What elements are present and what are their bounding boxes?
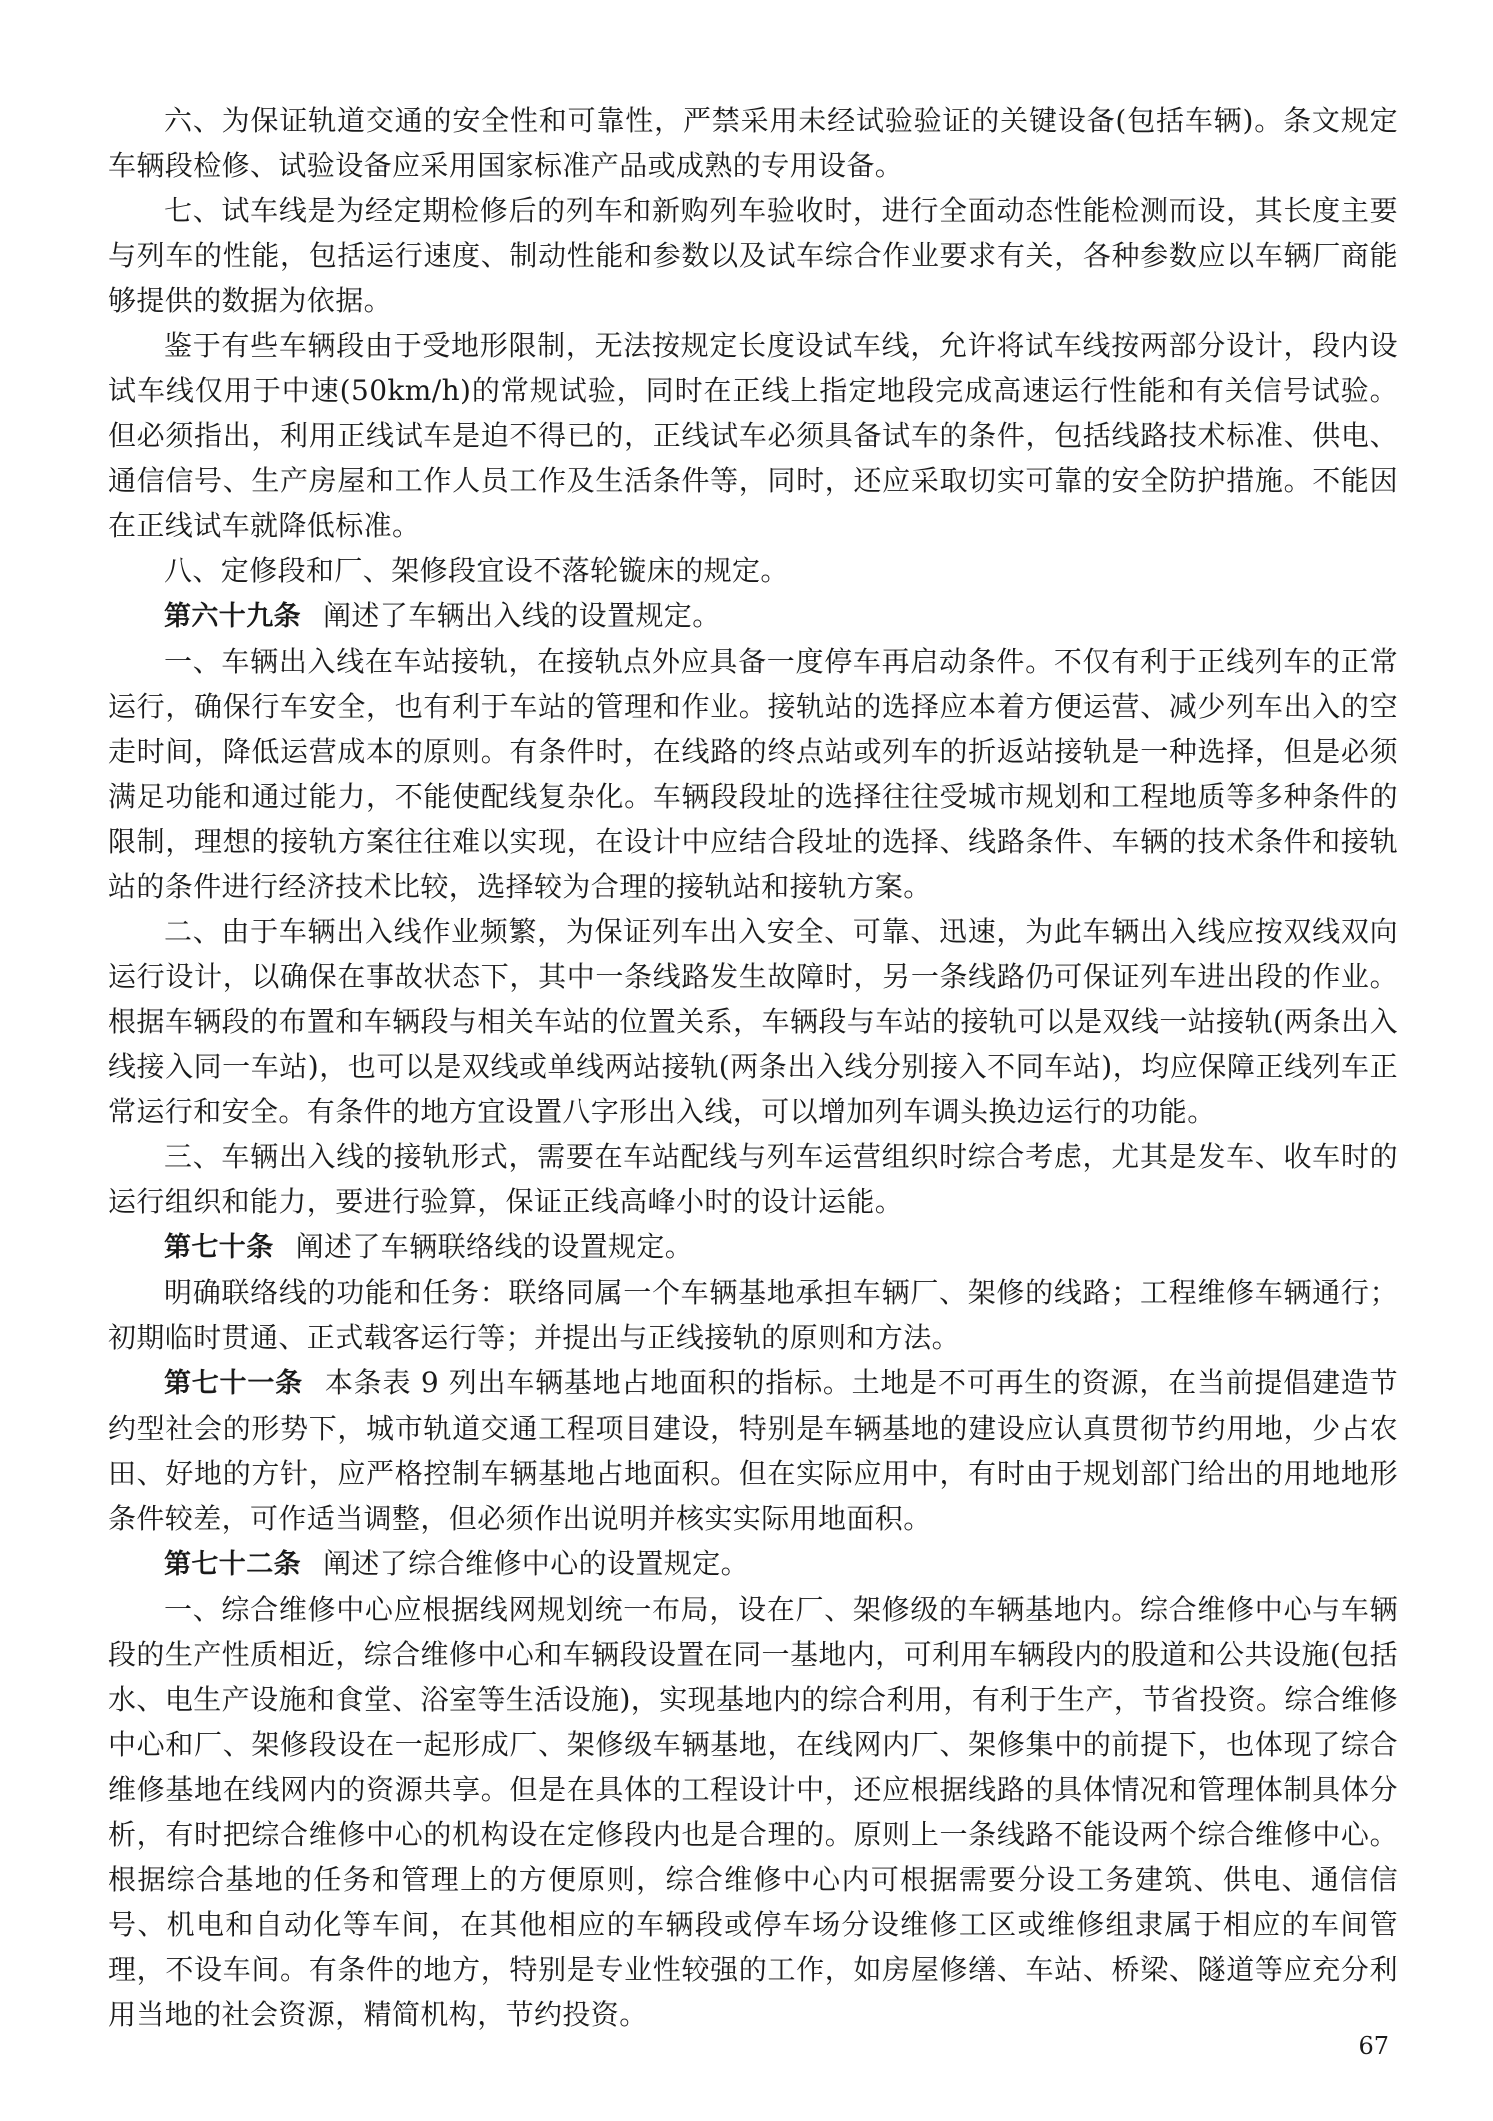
paragraph: [108, 1270, 1398, 1360]
paragraph-text: 阐述了车辆联络线的设置规定。: [295, 1230, 694, 1263]
article-title: 第六十九条: [164, 601, 301, 632]
paragraph-text: 二、由于车辆出入线作业频繁，为保证列车出入安全、可靠、迅速，为此车辆出入线应按双线双向运行设计，以确保在事故状态下，其中一条线路发生故障时，另一条线路仍可保证列车进出段的作业。根据车辆段的布置和车辆段与相关车站的位置关系，车辆段与车站的接轨可以是双线一站接轨(两条出入线接入同一车站)，也可以是双线或单线两站接轨(两条出入线分别接入不同车站)，均应保障正线列车正常运行和安全。有条件的地方宜设置八字形出入线，可以增加列车调头换边运行的功能。: [108, 915, 1398, 1128]
paragraph: [108, 548, 1398, 593]
paragraph-text: 鉴于有些车辆段由于受地形限制，无法按规定长度设试车线，允许将试车线按两部分设计，段内设试车线仅用于中速(50km/h)的常规试验，同时在正线上指定地段完成高速运行性能和有关信号试验。但必须指出，利用正线试车是迫不得已的，正线试车必须具备试车的条件，包括线路技术标准、供电、通信信号、生产房屋和工作人员工作及生活条件等，同时，还应采取切实可靠的安全防护措施。不能因在正线试车就降低标准。: [108, 329, 1398, 542]
paragraph-text: 本条表 9 列出车辆基地占地面积的指标。土地是不可再生的资源，在当前提倡建造节约型社会的形势下，城市轨道交通工程项目建设，特别是车辆基地的建设应认真贯彻节约用地，少占农田、好地的方针，应严格控制车辆基地占地面积。但在实际应用中，有时由于规划部门给出的用地地形条件较差，可作适当调整，但必须作出说明并核实实际用地面积。: [108, 1366, 1398, 1535]
article-title: 第七十条: [164, 1232, 274, 1263]
paragraph: [108, 1224, 1398, 1270]
paragraph: [108, 1587, 1398, 2037]
paragraph-text: 三、车辆出入线的接轨形式，需要在车站配线与列车运营组织时综合考虑，尤其是发车、收车时的运行组织和能力，要进行验算，保证正线高峰小时的设计运能。: [108, 1140, 1398, 1218]
paragraph-text: 明确联络线的功能和任务：联络同属一个车辆基地承担车辆厂、架修的线路；工程维修车辆通行；初期临时贯通、正式载客运行等；并提出与正线接轨的原则和方法。: [108, 1276, 1398, 1354]
paragraph: [108, 1134, 1398, 1224]
paragraph: [108, 593, 1398, 639]
paragraph: [108, 98, 1398, 188]
paragraph: [108, 909, 1398, 1134]
document-body: [108, 98, 1398, 2037]
paragraph: [108, 1360, 1398, 1541]
paragraph: [108, 639, 1398, 909]
paragraph-text: 一、综合维修中心应根据线网规划统一布局，设在厂、架修级的车辆基地内。综合维修中心与车辆段的生产性质相近，综合维修中心和车辆段设置在同一基地内，可利用车辆段内的股道和公共设施(包括水、电生产设施和食堂、浴室等生活设施)，实现基地内的综合利用，有利于生产，节省投资。综合维修中心和厂、架修段设在一起形成厂、架修级车辆基地，在线网内厂、架修集中的前提下，也体现了综合维修基地在线网内的资源共享。但是在具体的工程设计中，还应根据线路的具体情况和管理体制具体分析，有时把综合维修中心的机构设在定修段内也是合理的。原则上一条线路不能设两个综合维修中心。根据综合基地的任务和管理上的方便原则，综合维修中心内可根据需要分设工务建筑、供电、通信信号、机电和自动化等车间，在其他相应的车辆段或停车场分设维修工区或维修组隶属于相应的车间管理，不设车间。有条件的地方，特别是专业性较强的工作，如房屋修缮、车站、桥梁、隧道等应充分利用当地的社会资源，精简机构，节约投资。: [108, 1593, 1398, 2031]
paragraph-text: 六、为保证轨道交通的安全性和可靠性，严禁采用未经试验验证的关键设备(包括车辆)。条文规定车辆段检修、试验设备应采用国家标准产品或成熟的专用设备。: [108, 104, 1398, 182]
paragraph: [108, 188, 1398, 323]
paragraph-text: 阐述了车辆出入线的设置规定。: [323, 599, 721, 632]
page-number: 67: [1358, 2032, 1389, 2060]
paragraph-text: 一、车辆出入线在车站接轨，在接轨点外应具备一度停车再启动条件。不仅有利于正线列车的正常运行，确保行车安全，也有利于车站的管理和作业。接轨站的选择应本着方便运营、减少列车出入的空走时间，降低运营成本的原则。有条件时，在线路的终点站或列车的折返站接轨是一种选择，但是必须满足功能和通过能力，不能使配线复杂化。车辆段段址的选择往往受城市规划和工程地质等多种条件的限制，理想的接轨方案往往难以实现，在设计中应结合段址的选择、线路条件、车辆的技术条件和接轨站的条件进行经济技术比较，选择较为合理的接轨站和接轨方案。: [108, 645, 1398, 903]
article-title: 第七十二条: [164, 1549, 301, 1580]
paragraph-text: 七、试车线是为经定期检修后的列车和新购列车验收时，进行全面动态性能检测而设，其长度主要与列车的性能，包括运行速度、制动性能和参数以及试车综合作业要求有关，各种参数应以车辆厂商能够提供的数据为依据。: [108, 194, 1398, 317]
paragraph-text: 阐述了综合维修中心的设置规定。: [323, 1547, 750, 1580]
paragraph: [108, 323, 1398, 548]
paragraph: [108, 1541, 1398, 1587]
paragraph-text: 八、定修段和厂、架修段宜设不落轮镟床的规定。: [164, 554, 789, 587]
article-title: 第七十一条: [164, 1368, 303, 1399]
